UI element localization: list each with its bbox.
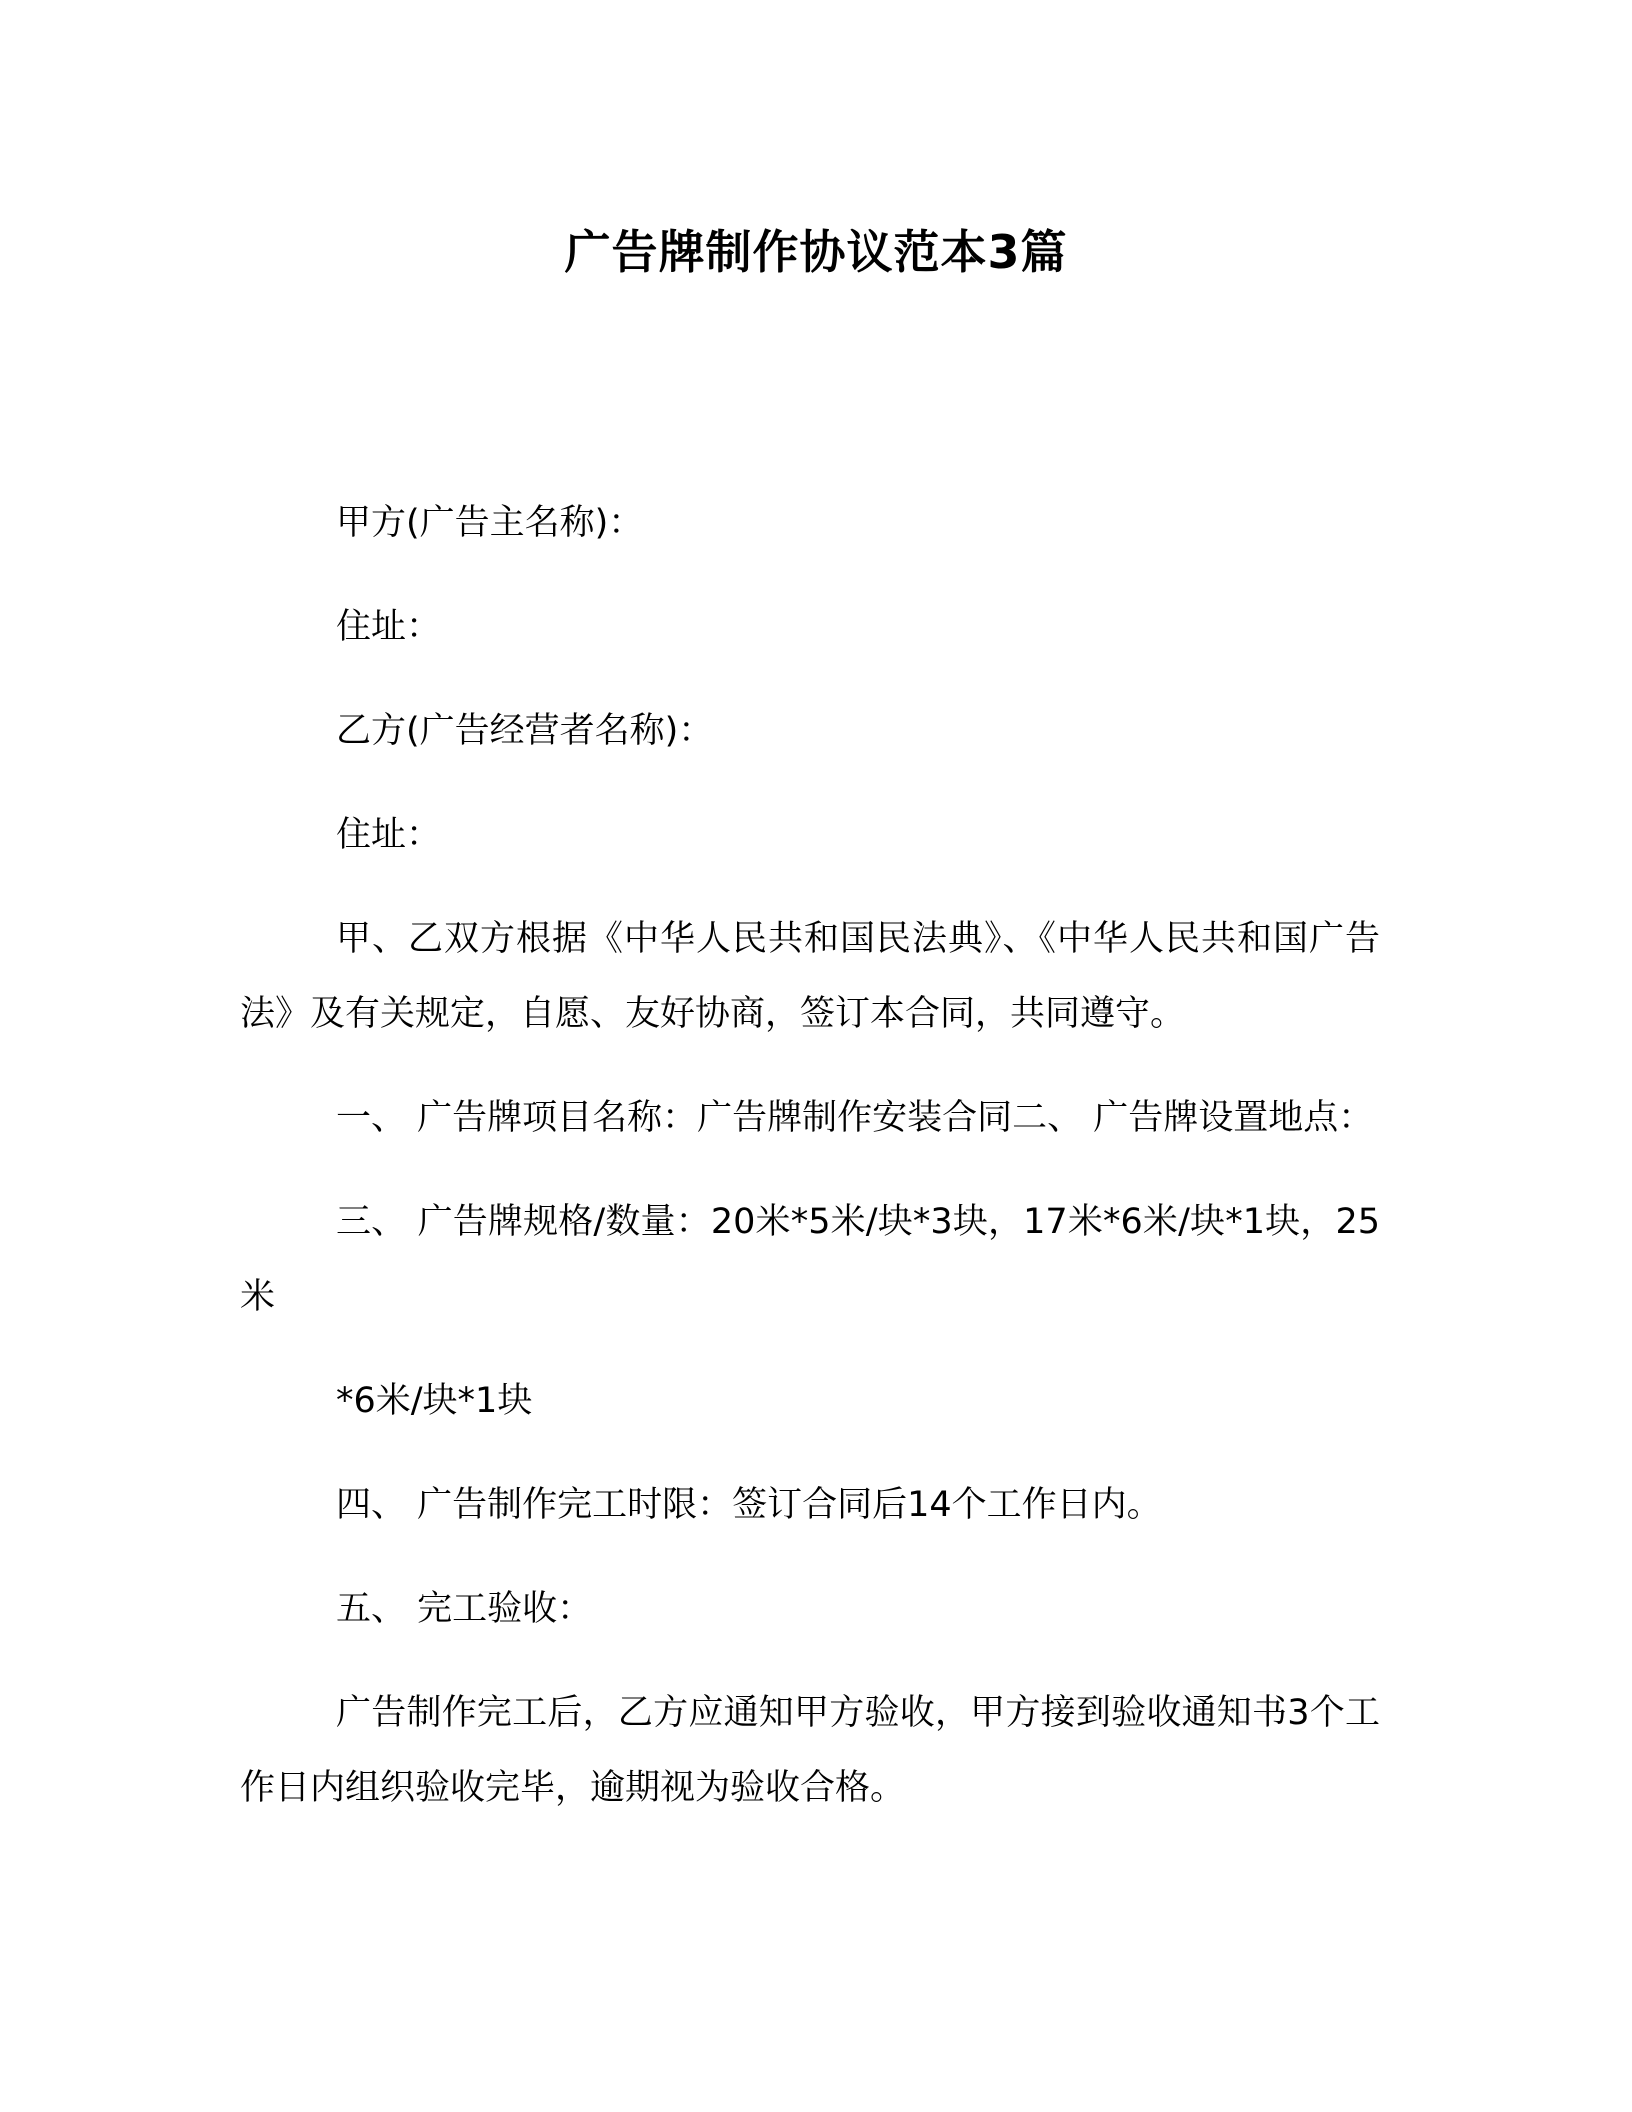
party-b-name-line: 乙方(广告经营者名称)： xyxy=(336,711,714,751)
clause-3-specifications-continued: *6米/块*1块 xyxy=(336,1381,533,1421)
document-body xyxy=(240,486,1380,1855)
clause-5-acceptance-heading: 五、 完工验收： xyxy=(336,1589,593,1629)
party-a-address-line: 住址： xyxy=(336,607,442,647)
clause-3-specifications: 三、 广告牌规格/数量：20米*5米/块*3块，17米*6米/块*1块，25米 xyxy=(240,1202,1380,1317)
party-b-address-line: 住址： xyxy=(336,815,442,855)
clause-1-project-name: 一、 广告牌项目名称：广告牌制作安装合同二、 广告牌设置地点： xyxy=(336,1098,1374,1138)
clause-5-acceptance-text: 广告制作完工后，乙方应通知甲方验收，甲方接到验收通知书3个工作日内组织验收完毕，逾期视为验收合格。 xyxy=(240,1693,1380,1808)
party-a-name-line: 甲方(广告主名称)： xyxy=(336,503,644,543)
document-title: 广告牌制作协议范本3篇 xyxy=(564,225,1068,279)
contract-preamble: 甲、乙双方根据《中华人民共和国民法典》、《中华人民共和国广告法》及有关规定，自愿、友好协商，签订本合同，共同遵守。 xyxy=(240,919,1380,1034)
clause-4-completion-time: 四、 广告制作完工时限：签订合同后14个工作日内。 xyxy=(336,1485,1162,1525)
